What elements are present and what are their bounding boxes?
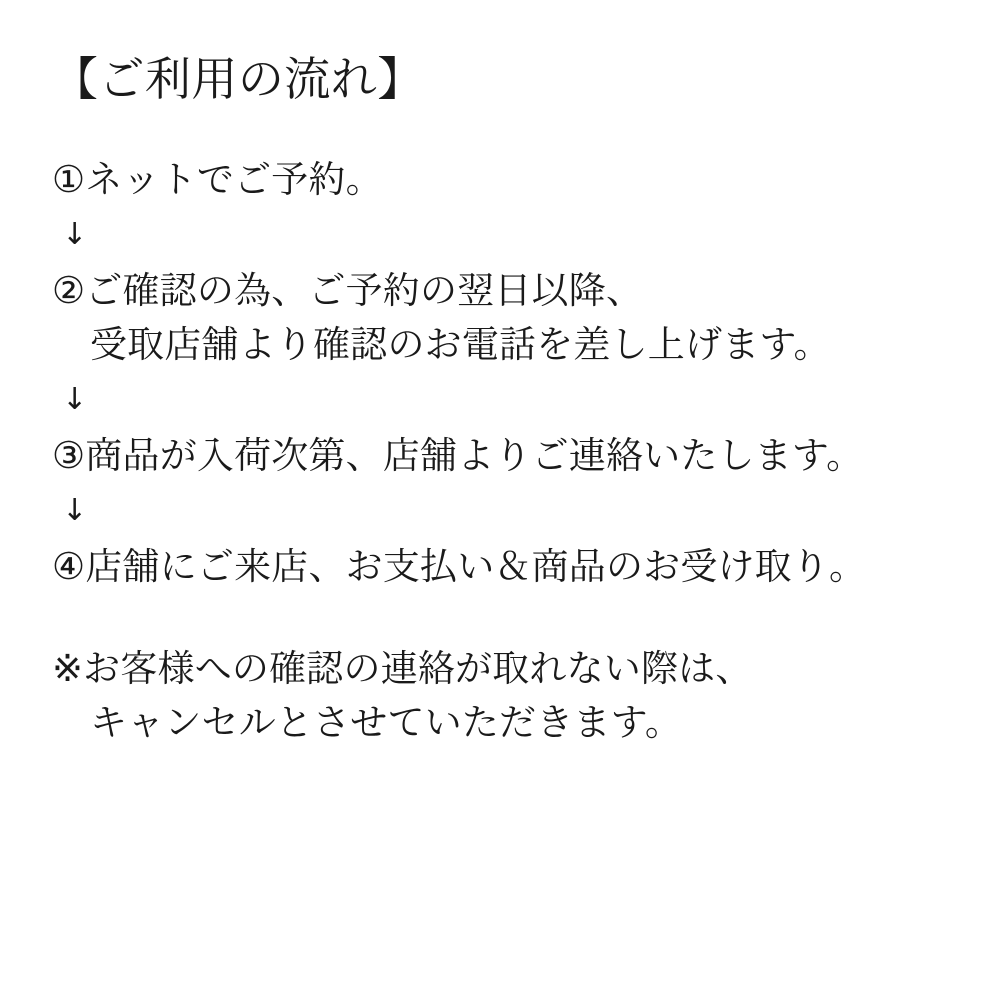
step-item-4 bbox=[52, 540, 960, 594]
page-title: 【ご利用の流れ】 bbox=[52, 52, 424, 106]
step-3-line-1: ③商品が入荷次第、店舗よりご連絡いたします。 bbox=[52, 434, 864, 478]
step-2-line-1: ②ご確認の為、ご予約の翌日以降、 bbox=[52, 269, 644, 313]
cancellation-note bbox=[52, 642, 960, 750]
step-item-3 bbox=[52, 429, 960, 483]
step-item-1 bbox=[52, 153, 960, 207]
flow-arrow-3: ↓ bbox=[62, 493, 88, 529]
step-1-line-1: ①ネットでご予約。 bbox=[52, 158, 383, 202]
note-line-2: キャンセルとさせていただきます。 bbox=[90, 701, 682, 745]
flow-arrow-1: ↓ bbox=[62, 217, 88, 253]
step-item-2 bbox=[52, 264, 960, 372]
note-line-1: ※お客様への確認の連絡が取れない際は、 bbox=[52, 647, 753, 691]
flow-arrow-2: ↓ bbox=[62, 382, 88, 418]
steps-list bbox=[52, 153, 960, 594]
step-4-line-1: ④店舗にご来店、お支払い＆商品のお受け取り。 bbox=[52, 545, 867, 589]
step-2-line-2: 受取店舗より確認のお電話を差し上げます。 bbox=[90, 323, 831, 367]
